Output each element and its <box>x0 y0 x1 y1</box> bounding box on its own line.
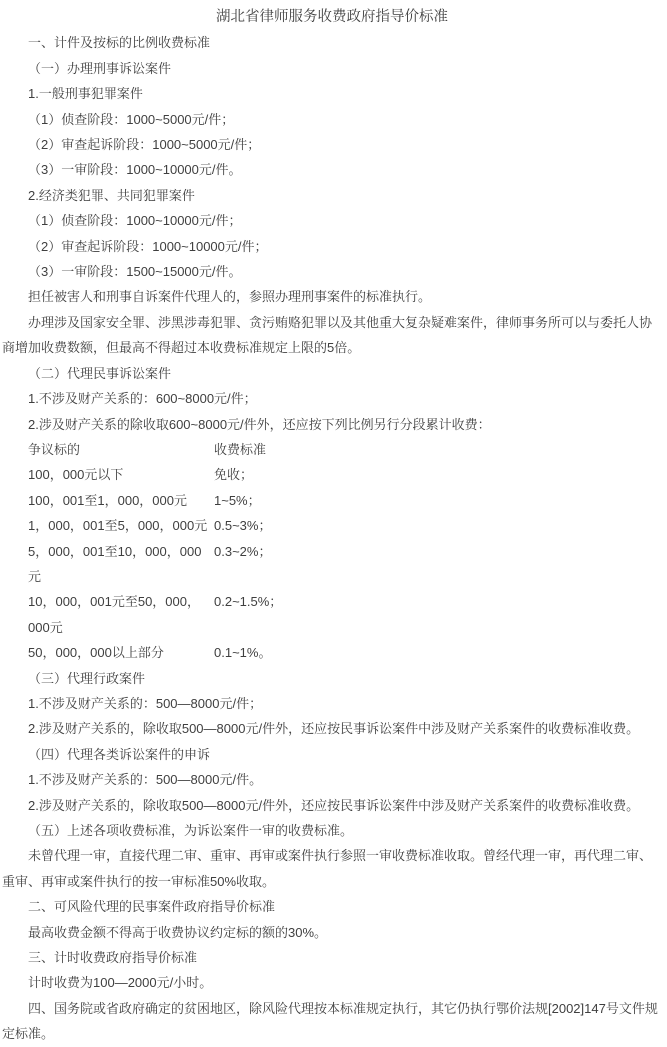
fee-schedule-row <box>2 488 662 513</box>
fee-band-label: 争议标的 <box>28 441 81 457</box>
paragraph: 2.涉及财产关系的，除收取500—8000元/件外，还应按民事诉讼案件中涉及财产关系案件的收费标准收费。 <box>28 721 640 737</box>
fee-schedule-row <box>2 640 662 665</box>
paragraph: 办理涉及国家安全罪、涉黑涉毒犯罪、贪污贿赂犯罪以及其他重大复杂疑难案件，律师事务所可以与委托人协商增加收费数额，但最高不得超过本收费标准规定上限的5倍。 <box>2 314 653 356</box>
paragraph: 计时收费为100—2000元/小时。 <box>28 975 213 991</box>
paragraph: 四、国务院或省政府确定的贫困地区，除风险代理按本标准规定执行，其它仍执行鄂价法规[2002]147号文件规定标准。 <box>2 1000 658 1042</box>
fee-rate-value: 0.1~1%。 <box>214 645 272 661</box>
paragraph: 1.一般刑事犯罪案件 <box>28 86 143 102</box>
fee-rate-value: 收费标准 <box>214 441 267 457</box>
fee-schedule-row <box>2 437 662 462</box>
fee-band-label: 100，000元以下 <box>28 467 124 483</box>
paragraph: 2.涉及财产关系的除收取600~8000元/件外，还应按下列比例另行分段累计收费： <box>28 416 491 432</box>
paragraph: 未曾代理一审，直接代理二审、重审、再审或案件执行参照一审收费标准收取。曾经代理一审，再代理二审、重审、再审或案件执行的按一审标准50%收取。 <box>2 848 653 889</box>
paragraph: （3）一审阶段：1000~10000元/件。 <box>28 162 242 178</box>
paragraph: （2）审查起诉阶段：1000~10000元/件； <box>28 238 268 254</box>
fee-band-label: 10，000，001元至50，000，000元 <box>28 594 200 635</box>
fee-rate-value: 1~5%； <box>214 492 261 508</box>
paragraph: （五）上述各项收费标准，为诉讼案件一审的收费标准。 <box>28 823 354 838</box>
fee-band-label: 1，000，001至5，000，000元 <box>28 518 208 534</box>
paragraph: （一）办理刑事诉讼案件 <box>28 60 172 76</box>
paragraph: 一、计件及按标的比例收费标准 <box>28 35 211 51</box>
paragraph: 二、可风险代理的民事案件政府指导价标准 <box>28 899 276 915</box>
paragraph: 1.不涉及财产关系的：500—8000元/件。 <box>28 772 263 788</box>
paragraph: 担任被害人和刑事自诉案件代理人的，参照办理刑事案件的标准执行。 <box>28 289 432 305</box>
document-title: 湖北省律师服务收费政府指导价标准 <box>216 9 448 25</box>
paragraph: 三、计时收费政府指导价标准 <box>28 950 198 966</box>
fee-band-label: 5，000，001至10，000，000元 <box>28 543 202 584</box>
fee-rate-value: 0.5~3%； <box>214 518 272 534</box>
fee-rate-value: 0.3~2%； <box>214 543 272 559</box>
fee-schedule-row <box>2 513 662 538</box>
paragraph: （1）侦查阶段：1000~10000元/件； <box>28 213 242 229</box>
fee-schedule-row <box>2 462 662 487</box>
paragraph: （三）代理行政案件 <box>28 670 146 686</box>
document-body <box>2 30 662 1046</box>
fee-rate-value: 0.2~1.5%； <box>214 594 283 610</box>
paragraph: （2）审查起诉阶段：1000~5000元/件； <box>28 137 261 153</box>
fee-schedule-row <box>2 539 662 590</box>
paragraph: 最高收费金额不得高于收费协议约定标的额的30%。 <box>28 924 328 940</box>
paragraph: 1.不涉及财产关系的：600~8000元/件； <box>28 391 257 407</box>
fee-band-label: 100，001至1，000，000元 <box>28 492 187 508</box>
paragraph: 1.不涉及财产关系的：500—8000元/件； <box>28 695 263 711</box>
paragraph: （1）侦查阶段：1000~5000元/件； <box>28 111 235 127</box>
fee-schedule-row <box>2 589 662 640</box>
paragraph: （3）一审阶段：1500~15000元/件。 <box>28 264 242 280</box>
paragraph: 2.涉及财产关系的，除收取500—8000元/件外，还应按民事诉讼案件中涉及财产关系案件的收费标准收费。 <box>28 797 640 813</box>
paragraph: （二）代理民事诉讼案件 <box>28 365 172 381</box>
fee-rate-value: 免收； <box>214 467 254 483</box>
fee-band-label: 50，000，000以上部分 <box>28 645 164 661</box>
paragraph: （四）代理各类诉讼案件的申诉 <box>28 746 211 762</box>
paragraph: 2.经济类犯罪、共同犯罪案件 <box>28 187 195 203</box>
